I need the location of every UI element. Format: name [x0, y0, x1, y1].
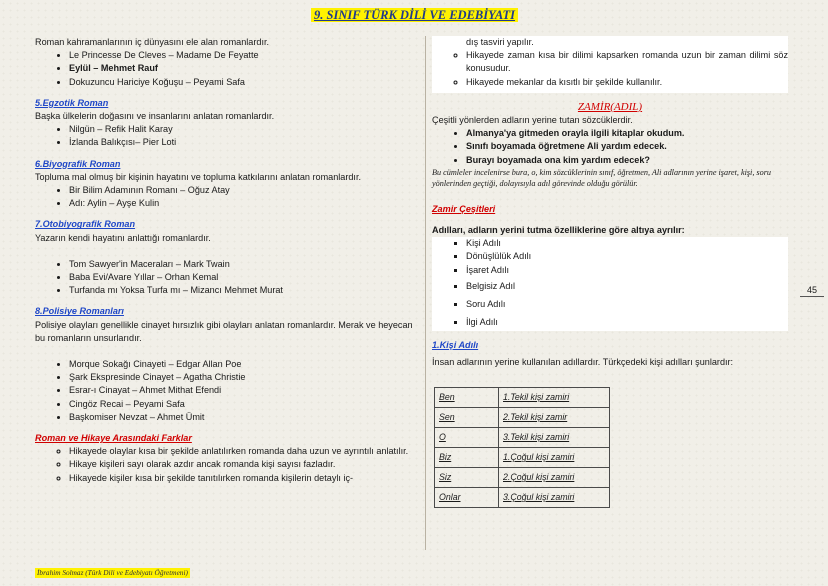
section-title-otobiyografik: 7.Otobiyografik Roman [35, 219, 136, 230]
section-title-cesitleri: Zamir Çeşitleri [432, 203, 496, 214]
table-cell: Biz [435, 448, 499, 468]
list-item: ◦ Hikayede kişiler kısa bir şekilde tanıtılırken romanda kişilerin detaylı iç- [69, 472, 415, 485]
table-row [435, 488, 610, 508]
biyografik-list [35, 184, 415, 210]
otobiyografik-list [35, 258, 415, 298]
list-item: • Şark Ekspresinde Cinayet – Agatha Christie [69, 371, 415, 384]
list-item: • Burayı boyamada ona kim yardım edecek? [466, 154, 788, 167]
list-item: • Bir Bilim Adamının Romanı – Oğuz Atay [69, 184, 415, 197]
zamir-note: Bu cümleler incelenirse bura, o, kim sözcüklerinin sınıf, öğretmen, Ali adlarının yerine işaret, kişi, soru yönlerinden geçtiği, dolayısıyla adıl görevinde olduğu görülür. [432, 167, 771, 189]
polisiye-list [35, 358, 415, 424]
table-cell: 2.Tekil kişi zamir [499, 408, 610, 428]
section-title-kisi: 1.Kişi Adılı [432, 339, 479, 350]
table-cell: 3.Çoğul kişi zamiri [499, 488, 610, 508]
table-row [435, 468, 610, 488]
list-item: dış tasviri yapılır. [466, 37, 534, 47]
table-row [435, 448, 610, 468]
list-item: • İzlanda Balıkçısı– Pier Loti [69, 136, 415, 149]
list-item: ▪ İlgi Adılı [466, 313, 788, 331]
page-number: 45 [800, 284, 824, 297]
list-item: • Sınıfı boyamada öğretmene Ali yardım edecek. [466, 140, 788, 153]
page-header: 9. SINIF TÜRK DİLİ VE EDEBİYATI [311, 8, 518, 22]
section-title-farklar: Roman ve Hikaye Arasındaki Farklar [35, 433, 192, 444]
list-item: ▪ İşaret Adılı [466, 264, 788, 277]
right-column [432, 36, 788, 508]
section-title-polisiye: 8.Polisiye Romanları [35, 306, 124, 317]
list-item: ▪ Soru Adılı [466, 295, 788, 313]
table-cell: 2.Çoğul kişi zamiri [499, 468, 610, 488]
list-item: ▪ Belgisiz Adıl [466, 277, 788, 295]
list-item: • Cingöz Recai – Peyami Safa [69, 398, 415, 411]
table-cell: O [435, 428, 499, 448]
table-cell: 3.Tekil kişi zamiri [499, 428, 610, 448]
list-item: • Başkomiser Nevzat – Ahmet Ümit [69, 411, 415, 424]
list-item: ▪ Dönüşlülük Adılı [466, 250, 788, 263]
farklar-list [35, 445, 415, 485]
list-item: • Turfanda mı Yoksa Turfa mı – Mizancı Mehmet Murat [69, 284, 415, 297]
table-cell: Sen [435, 408, 499, 428]
examples-list [432, 127, 788, 167]
column-divider [425, 36, 426, 550]
kisi-zamir-table [434, 387, 610, 508]
zamir-desc: Çeşitli yönlerden adların yerine tutan sözcüklerdir. [432, 115, 633, 126]
zamir-types-list [432, 237, 788, 331]
list-item: • Le Princesse De Cleves – Madame De Feyatte [69, 49, 415, 62]
list-item: • Adı: Aylin – Ayşe Kulin [69, 197, 415, 210]
table-row [435, 428, 610, 448]
list-item: • Nilgün – Refik Halit Karay [69, 123, 415, 136]
zamir-title: ZAMİR(ADIL) [577, 100, 643, 113]
section-title-egzotik: 5.Egzotik Roman [35, 97, 109, 108]
list-item: • Eylül – Mehmet Rauf [69, 62, 415, 75]
section-desc: Polisiye olayları genellikle cinayet hırsızlık gibi olayları anlatan romanlardır. Merak ve heyecan bu romanların unsurlarıdır. [35, 319, 413, 343]
intro-text: Roman kahramanlarının iç dünyasını ele alan romanlardır. [35, 37, 270, 47]
list-item: • Morque Sokağı Cinayeti – Edgar Allan Poe [69, 358, 415, 371]
section-desc: Başka ülkelerin doğasını ve insanlarını anlatan romanlardır. [35, 111, 275, 122]
list-item: ◦ Hikayede olaylar kısa bir şekilde anlatılırken romanda daha uzun ve ayrıntılı anlatılır. [69, 445, 415, 458]
table-row [435, 388, 610, 408]
table-row [435, 408, 610, 428]
list-item: • Baba Evi/Avare Yıllar – Orhan Kemal [69, 271, 415, 284]
kisi-desc: İnsan adlarının yerine kullanılan adıllardır. Türkçedeki kişi adılları şunlardır: [432, 357, 734, 368]
table-cell: Onlar [435, 488, 499, 508]
left-column [35, 36, 415, 485]
section-desc: Yazarın kendi hayatını anlattığı romanlardır. [35, 232, 211, 243]
list-item: ▪ Kişi Adılı [466, 237, 788, 250]
cesitleri-desc: Adılları, adların yerini tutma özelliklerine göre altıya ayrılır: [432, 225, 685, 236]
list-item: • Tom Sawyer'in Maceraları – Mark Twain [69, 258, 415, 271]
list-item: • Almanya'ya gitmeden orayla ilgili kitaplar okudum. [466, 127, 788, 140]
footer-author: İbrahim Solmaz (Türk Dili ve Edebiyatı Öğretmeni) [37, 568, 188, 577]
farklar-continued-list [432, 36, 788, 93]
list-item: • Dokuzuncu Hariciye Koğuşu – Peyami Safa [69, 76, 415, 89]
list-item: ◦ Hikayede zaman kısa bir dilimi kapsarken romanda uzun bir zaman dilimi söz konusudur. [466, 49, 788, 75]
section-desc: Topluma mal olmuş bir kişinin hayatını ve topluma katkılarını anlatan romanlardır. [35, 171, 362, 182]
intro-list [35, 49, 415, 89]
table-cell: Ben [435, 388, 499, 408]
table-cell: 1.Çoğul kişi zamiri [499, 448, 610, 468]
list-item: ◦ Hikayede mekanlar da kısıtlı bir şekilde kullanılır. [466, 76, 788, 89]
section-title-biyografik: 6.Biyografik Roman [35, 158, 121, 169]
egzotik-list [35, 123, 415, 149]
list-item: • Esrar-ı Cinayat – Ahmet Mithat Efendi [69, 384, 415, 397]
table-cell: 1.Tekil kişi zamiri [499, 388, 610, 408]
table-cell: Siz [435, 468, 499, 488]
list-item: ◦ Hikaye kişileri sayı olarak azdır ancak romanda kişi sayısı fazladır. [69, 458, 415, 471]
